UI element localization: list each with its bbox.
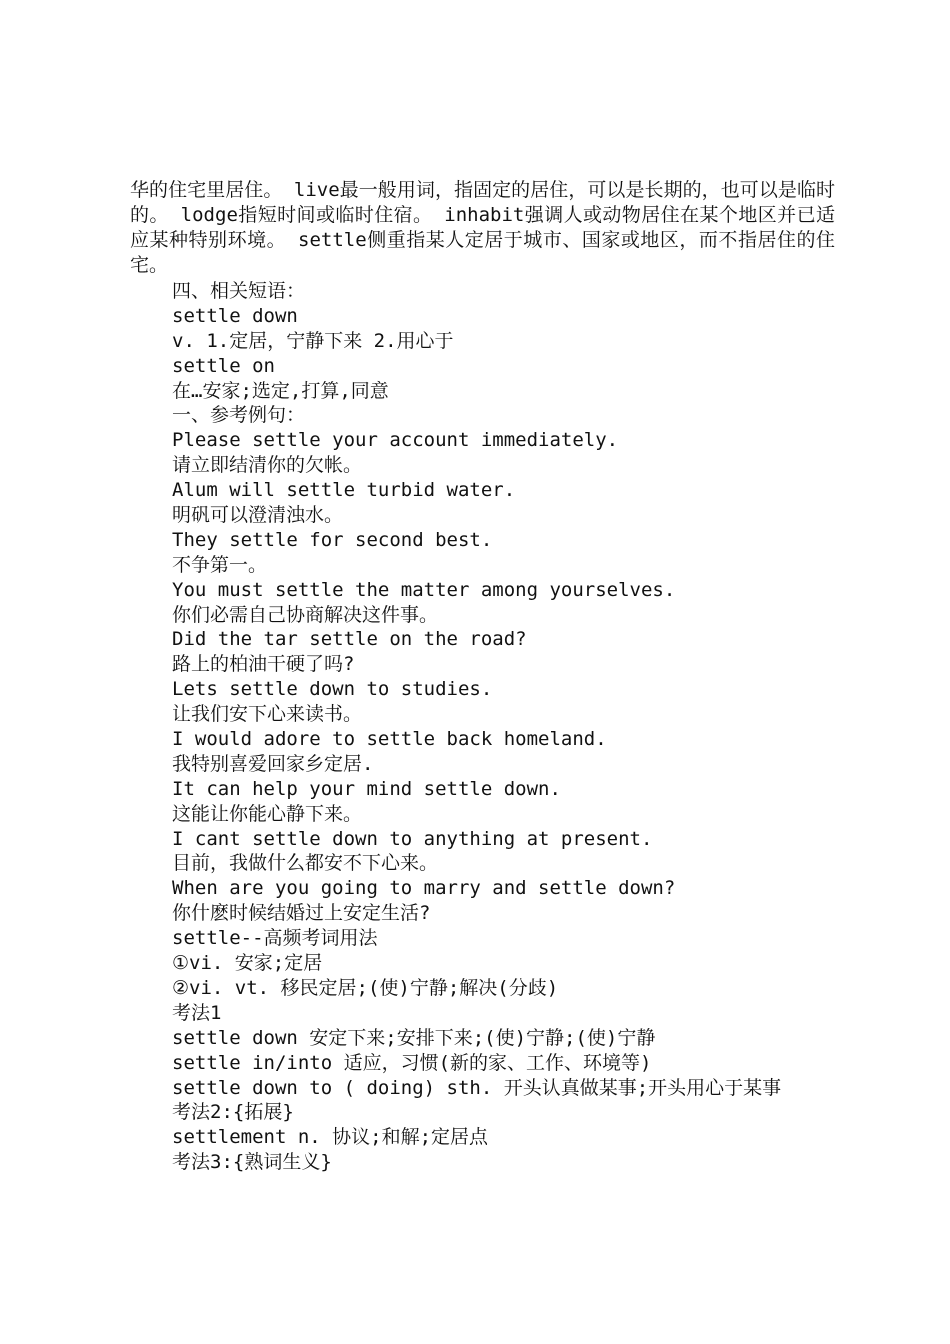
text-line: 四、相关短语： [172, 280, 306, 302]
text-line: 请立即结清你的欠帐。 [172, 454, 363, 477]
text-line: 在…安家;选定,打算,同意 [172, 379, 389, 402]
text-line: settle on [172, 354, 275, 377]
text-line: 你什麽时候结婚过上安定生活? [172, 902, 431, 925]
text-line: 一、参考例句： [172, 404, 306, 427]
text-line: ②vi. vt. 移民定居;(使)宁静;解决(分歧) [172, 976, 559, 999]
text-line: They settle for second best. [172, 528, 493, 551]
text-line: I would adore to settle back homeland. [172, 728, 607, 751]
text-line: It can help your mind settle down. [172, 777, 561, 800]
text-line: 考法3:{熟词生义} [172, 1151, 332, 1174]
text-line: When are you going to marry and settle down? [172, 877, 676, 900]
text-line: settle--高频考词用法 [172, 927, 378, 950]
text-line: settle in/into 适应，习惯(新的家、工作、环境等) [172, 1051, 652, 1074]
text-line: I cant settle down to anything at present. [172, 827, 653, 850]
text-line: settlement n. 协议;和解;定居点 [172, 1126, 489, 1149]
text-line: settle down to ( doing) sth. 开头认真做某事;开头用心于某事 [172, 1076, 782, 1099]
text-line: You must settle the matter among yourselves. [172, 578, 676, 601]
text-line: 不争第一。 [172, 553, 268, 576]
intro-paragraph: 华的住宅里居住。 live最一般用词，指固定的居住，可以是长期的，也可以是临时的。 lodge指短时间或临时住宿。 inhabit强调人或动物居住在某个地区并已适应某种特别环境。 settle侧重指某人定居于城市、国家或地区，而不指居住的住宅。 [130, 179, 835, 276]
text-line: 让我们安下心来读书。 [172, 703, 363, 726]
text-line: settle down [172, 304, 298, 327]
text-line: Did the tar settle on the road? [172, 628, 527, 651]
text-line: 你们必需自己协商解决这件事。 [172, 603, 439, 626]
text-line: settle down 安定下来;安排下来;(使)宁静;(使)宁静 [172, 1026, 656, 1049]
text-lines [172, 279, 872, 1175]
text-line: 明矾可以澄清浊水。 [172, 504, 344, 527]
text-line: Please settle your account immediately. [172, 429, 619, 452]
text-line: Alum will settle turbid water. [172, 479, 516, 502]
text-line: 考法2:{拓展} [172, 1101, 294, 1124]
text-line: Lets settle down to studies. [172, 678, 493, 701]
text-line: v. 1.定居，宁静下来 2.用心于 [172, 329, 454, 352]
text-line: 目前，我做什么都安不下心来。 [172, 852, 439, 875]
text-line: 路上的柏油干硬了吗? [172, 653, 355, 676]
text-line: 我特别喜爱回家乡定居. [172, 752, 374, 775]
text-line: 这能让你能心静下来。 [172, 802, 363, 825]
text-line: ①vi. 安家;定居 [172, 952, 323, 975]
text-line: 考法1 [172, 1001, 222, 1024]
